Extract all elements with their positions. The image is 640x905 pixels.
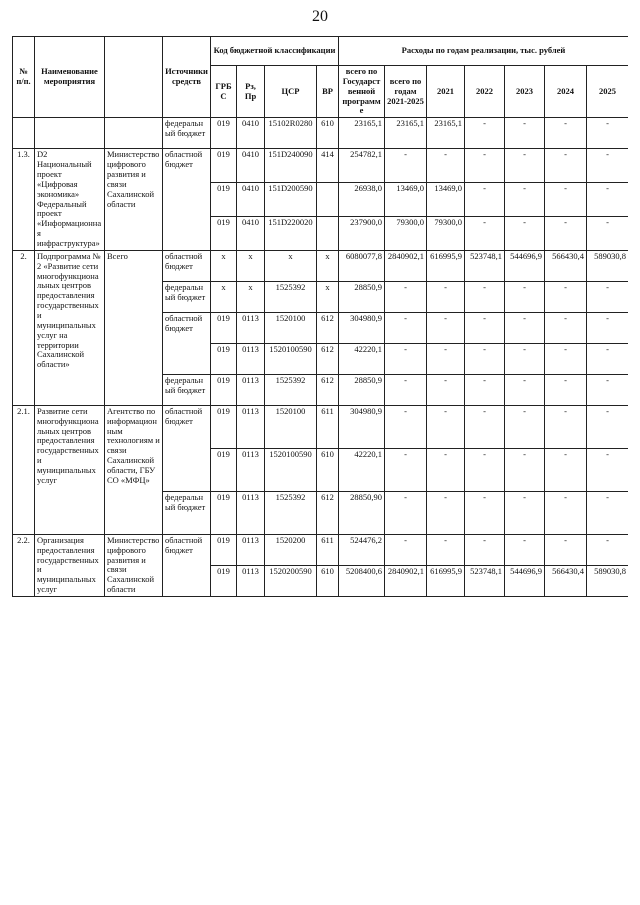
table-row xyxy=(13,534,629,565)
cell-2025: - xyxy=(587,118,629,149)
cell-2024: 566430,4 xyxy=(545,565,587,596)
cell-rzpr: 0113 xyxy=(237,343,265,374)
cell-source: федеральный бюджет xyxy=(163,281,211,312)
cell-2023: - xyxy=(505,183,545,217)
cell-2024: - xyxy=(545,217,587,251)
cell-source: федеральный бюджет xyxy=(163,491,211,534)
cell-measure: Подпрограмма № 2 «Развитие сети многофункциональных центров предоставления государственных и муниципальных услуг на территории Сахалинской области» xyxy=(35,250,105,405)
cell-vr: 612 xyxy=(317,343,339,374)
cell-total-program: 42220,1 xyxy=(339,448,385,491)
header-executor xyxy=(105,37,163,118)
cell-vr: 610 xyxy=(317,118,339,149)
cell-csr: 1525392 xyxy=(265,281,317,312)
cell-total-years: 13469,0 xyxy=(385,183,427,217)
cell-total-years: - xyxy=(385,281,427,312)
cell-2025: - xyxy=(587,312,629,343)
cell-measure xyxy=(35,118,105,149)
cell-csr: 1525392 xyxy=(265,374,317,405)
cell-total-program: 26938,0 xyxy=(339,183,385,217)
cell-total-years: 2840902,1 xyxy=(385,565,427,596)
cell-2023: - xyxy=(505,281,545,312)
cell-rzpr: x xyxy=(237,250,265,281)
cell-rzpr: 0410 xyxy=(237,118,265,149)
cell-total-years: - xyxy=(385,343,427,374)
header-2024: 2024 xyxy=(545,66,587,118)
cell-source: областной бюджет xyxy=(163,405,211,491)
cell-executor: Министерство цифрового развития и связи Сахалинской области xyxy=(105,149,163,251)
cell-source: федеральный бюджет xyxy=(163,374,211,405)
cell-2021: - xyxy=(427,534,465,565)
cell-source: областной бюджет xyxy=(163,534,211,596)
cell-2025: 589030,8 xyxy=(587,565,629,596)
cell-csr: 1520100 xyxy=(265,312,317,343)
cell-vr: 610 xyxy=(317,448,339,491)
header-2022: 2022 xyxy=(465,66,505,118)
cell-2025: 589030,8 xyxy=(587,250,629,281)
cell-total-years: - xyxy=(385,491,427,534)
cell-rzpr: x xyxy=(237,281,265,312)
cell-rzpr: 0113 xyxy=(237,405,265,448)
cell-2023: - xyxy=(505,118,545,149)
cell-2023: - xyxy=(505,534,545,565)
cell-total-program: 254782,1 xyxy=(339,149,385,183)
cell-num: 2.2. xyxy=(13,534,35,596)
cell-2025: - xyxy=(587,374,629,405)
cell-vr: 612 xyxy=(317,374,339,405)
cell-vr xyxy=(317,183,339,217)
cell-2021: 79300,0 xyxy=(427,217,465,251)
cell-vr: 610 xyxy=(317,565,339,596)
cell-vr: x xyxy=(317,281,339,312)
header-measure: Наименование мероприятия xyxy=(35,37,105,118)
cell-2021: - xyxy=(427,343,465,374)
cell-total-years: - xyxy=(385,149,427,183)
cell-2023: 544696,9 xyxy=(505,250,545,281)
cell-2024: - xyxy=(545,374,587,405)
cell-2024: - xyxy=(545,183,587,217)
cell-2022: - xyxy=(465,217,505,251)
cell-grbs: x xyxy=(211,281,237,312)
cell-grbs: 019 xyxy=(211,312,237,343)
cell-2023: - xyxy=(505,343,545,374)
cell-grbs: 019 xyxy=(211,183,237,217)
cell-vr xyxy=(317,217,339,251)
cell-2023: - xyxy=(505,374,545,405)
cell-2021: - xyxy=(427,312,465,343)
cell-2023: - xyxy=(505,448,545,491)
expenses-table xyxy=(12,36,628,597)
cell-total-program: 23165,1 xyxy=(339,118,385,149)
cell-total-years: 79300,0 xyxy=(385,217,427,251)
cell-total-program: 42220,1 xyxy=(339,343,385,374)
cell-2025: - xyxy=(587,217,629,251)
cell-2024: - xyxy=(545,405,587,448)
cell-executor xyxy=(105,118,163,149)
cell-grbs: 019 xyxy=(211,405,237,448)
header-csr: ЦСР xyxy=(265,66,317,118)
cell-2024: - xyxy=(545,312,587,343)
cell-total-program: 5208400,6 xyxy=(339,565,385,596)
cell-2025: - xyxy=(587,405,629,448)
header-expenses: Расходы по годам реализации, тыс. рублей xyxy=(339,37,629,66)
cell-2024: - xyxy=(545,448,587,491)
cell-2025: - xyxy=(587,343,629,374)
cell-2022: 523748,1 xyxy=(465,565,505,596)
cell-total-program: 28850,9 xyxy=(339,374,385,405)
cell-2023: - xyxy=(505,217,545,251)
table-row xyxy=(13,149,629,183)
cell-2024: - xyxy=(545,281,587,312)
cell-rzpr: 0113 xyxy=(237,534,265,565)
cell-csr: 1525392 xyxy=(265,491,317,534)
cell-2025: - xyxy=(587,534,629,565)
cell-grbs: 019 xyxy=(211,343,237,374)
cell-total-years: - xyxy=(385,374,427,405)
cell-executor: Всего xyxy=(105,250,163,405)
cell-2024: - xyxy=(545,491,587,534)
header-total-program: всего по Государственной программе xyxy=(339,66,385,118)
cell-2021: - xyxy=(427,491,465,534)
cell-grbs: 019 xyxy=(211,217,237,251)
cell-rzpr: 0410 xyxy=(237,149,265,183)
cell-2021: - xyxy=(427,149,465,183)
cell-2022: - xyxy=(465,343,505,374)
cell-measure: D2 Национальный проект «Цифровая экономика» Федеральный проект «Информационная инфраструктура» xyxy=(35,149,105,251)
cell-total-years: - xyxy=(385,405,427,448)
cell-source: областной бюджет xyxy=(163,250,211,281)
cell-2025: - xyxy=(587,149,629,183)
cell-rzpr: 0113 xyxy=(237,312,265,343)
table-row xyxy=(13,250,629,281)
cell-vr: x xyxy=(317,250,339,281)
cell-vr: 612 xyxy=(317,491,339,534)
table-body xyxy=(13,118,629,597)
cell-2023: - xyxy=(505,312,545,343)
header-row-groups xyxy=(13,37,629,66)
cell-measure: Развитие сети многофункциональных центров предоставления государственных и муниципальных услуг xyxy=(35,405,105,534)
cell-vr: 414 xyxy=(317,149,339,183)
cell-2022: - xyxy=(465,374,505,405)
cell-total-program: 304980,9 xyxy=(339,405,385,448)
cell-2022: - xyxy=(465,118,505,149)
cell-grbs: 019 xyxy=(211,448,237,491)
cell-total-program: 28850,90 xyxy=(339,491,385,534)
cell-2021: - xyxy=(427,448,465,491)
cell-source: федеральный бюджет xyxy=(163,118,211,149)
cell-2021: - xyxy=(427,374,465,405)
cell-grbs: 019 xyxy=(211,118,237,149)
cell-csr: 15102R0280 xyxy=(265,118,317,149)
header-total-years: всего по годам 2021-2025 xyxy=(385,66,427,118)
table-header xyxy=(13,37,629,118)
cell-2025: - xyxy=(587,491,629,534)
cell-rzpr: 0113 xyxy=(237,565,265,596)
cell-2021: 13469,0 xyxy=(427,183,465,217)
cell-total-program: 6080077,8 xyxy=(339,250,385,281)
header-vr: ВР xyxy=(317,66,339,118)
cell-csr: 151D200590 xyxy=(265,183,317,217)
header-2021: 2021 xyxy=(427,66,465,118)
cell-rzpr: 0410 xyxy=(237,217,265,251)
cell-num: 1.3. xyxy=(13,149,35,251)
cell-grbs: 019 xyxy=(211,491,237,534)
cell-grbs: 019 xyxy=(211,374,237,405)
cell-total-years: - xyxy=(385,534,427,565)
cell-2024: 566430,4 xyxy=(545,250,587,281)
cell-measure: Организация предоставления государственных и муниципальных услуг xyxy=(35,534,105,596)
cell-source: областной бюджет xyxy=(163,312,211,374)
page-number: 20 xyxy=(312,8,328,25)
cell-grbs: x xyxy=(211,250,237,281)
cell-2025: - xyxy=(587,448,629,491)
cell-2023: - xyxy=(505,405,545,448)
cell-2024: - xyxy=(545,534,587,565)
cell-2022: 523748,1 xyxy=(465,250,505,281)
cell-csr: 1520200 xyxy=(265,534,317,565)
cell-csr: 151D240090 xyxy=(265,149,317,183)
cell-2022: - xyxy=(465,312,505,343)
cell-csr: 1520100 xyxy=(265,405,317,448)
header-grbs: ГРБС xyxy=(211,66,237,118)
cell-num: 2. xyxy=(13,250,35,405)
cell-csr: 1520100590 xyxy=(265,343,317,374)
cell-source: областной бюджет xyxy=(163,149,211,251)
cell-2022: - xyxy=(465,149,505,183)
cell-total-program: 524476,2 xyxy=(339,534,385,565)
cell-2021: - xyxy=(427,405,465,448)
cell-total-program: 28850,9 xyxy=(339,281,385,312)
cell-num: 2.1. xyxy=(13,405,35,534)
cell-2021: 616995,9 xyxy=(427,565,465,596)
cell-2022: - xyxy=(465,281,505,312)
header-rzpr: Рз, Пр xyxy=(237,66,265,118)
cell-total-years: 2840902,1 xyxy=(385,250,427,281)
cell-csr: x xyxy=(265,250,317,281)
cell-2022: - xyxy=(465,534,505,565)
cell-rzpr: 0113 xyxy=(237,374,265,405)
cell-csr: 1520100590 xyxy=(265,448,317,491)
cell-2023: - xyxy=(505,149,545,183)
cell-rzpr: 0113 xyxy=(237,491,265,534)
header-budget-code: Код бюджетной классификации xyxy=(211,37,339,66)
cell-vr: 611 xyxy=(317,405,339,448)
cell-2024: - xyxy=(545,343,587,374)
header-2025: 2025 xyxy=(587,66,629,118)
cell-2025: - xyxy=(587,281,629,312)
cell-vr: 612 xyxy=(317,312,339,343)
cell-vr: 611 xyxy=(317,534,339,565)
cell-total-years: - xyxy=(385,448,427,491)
cell-grbs: 019 xyxy=(211,565,237,596)
cell-rzpr: 0113 xyxy=(237,448,265,491)
cell-2021: - xyxy=(427,281,465,312)
cell-executor: Агентство по информационным технологиям и связи Сахалинской области, ГБУ СО «МФЦ» xyxy=(105,405,163,534)
cell-csr: 1520200590 xyxy=(265,565,317,596)
header-2023: 2023 xyxy=(505,66,545,118)
cell-total-years: 23165,1 xyxy=(385,118,427,149)
table-row xyxy=(13,405,629,448)
cell-executor: Министерство цифрового развития и связи Сахалинской области xyxy=(105,534,163,596)
cell-2025: - xyxy=(587,183,629,217)
header-num: № п/п. xyxy=(13,37,35,118)
cell-total-years: - xyxy=(385,312,427,343)
cell-2023: 544696,9 xyxy=(505,565,545,596)
cell-total-program: 304980,9 xyxy=(339,312,385,343)
cell-2021: 616995,9 xyxy=(427,250,465,281)
cell-grbs: 019 xyxy=(211,534,237,565)
cell-2022: - xyxy=(465,491,505,534)
table-wrapper xyxy=(12,36,628,898)
cell-2022: - xyxy=(465,405,505,448)
cell-2021: 23165,1 xyxy=(427,118,465,149)
cell-grbs: 019 xyxy=(211,149,237,183)
cell-rzpr: 0410 xyxy=(237,183,265,217)
header-source: Источники средств xyxy=(163,37,211,118)
cell-2024: - xyxy=(545,149,587,183)
table-row xyxy=(13,118,629,149)
cell-2023: - xyxy=(505,491,545,534)
cell-num xyxy=(13,118,35,149)
cell-csr: 151D220020 xyxy=(265,217,317,251)
cell-2022: - xyxy=(465,448,505,491)
cell-total-program: 237900,0 xyxy=(339,217,385,251)
cell-2024: - xyxy=(545,118,587,149)
cell-2022: - xyxy=(465,183,505,217)
